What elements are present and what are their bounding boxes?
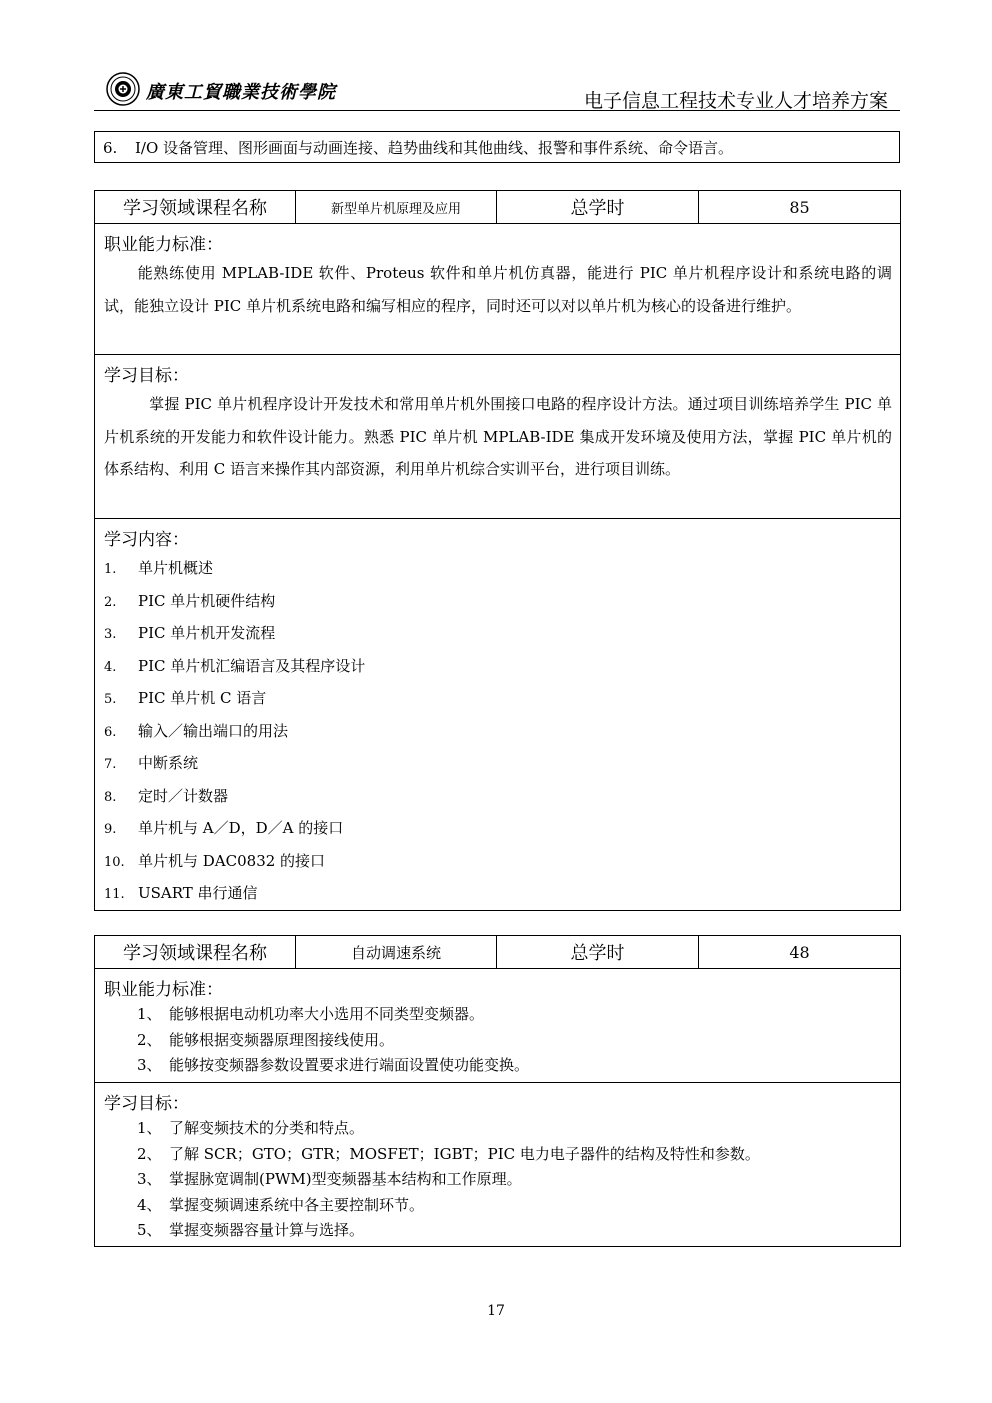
ability-text-content: 能熟练使用 MPLAB-IDE 软件、Proteus 软件和单片机仿真器，能进行 PIC 单片机程序设计和系统电路的调试，能独立设计 PIC 单片机系统电路和编写相应的程序，同时还可以对以单片机为核心的设备进行维护。 bbox=[104, 264, 892, 315]
ability-title: 职业能力标准： bbox=[104, 980, 223, 1000]
content-list bbox=[95, 552, 900, 910]
list-item-text: 能够根据变频器原理图接线使用。 bbox=[169, 1030, 395, 1049]
list-item-num: 4. bbox=[104, 659, 117, 675]
course2-table bbox=[94, 935, 901, 1247]
page-header bbox=[94, 70, 900, 112]
list-item-num: 9. bbox=[104, 822, 117, 837]
course-name-label: 学习领域课程名称 bbox=[95, 191, 296, 224]
page-number: 17 bbox=[487, 1303, 505, 1319]
hours-label: 总学时 bbox=[497, 191, 699, 224]
goal-list bbox=[95, 1116, 900, 1244]
school-logo-icon bbox=[106, 72, 140, 106]
list-item bbox=[95, 1218, 900, 1244]
hours-label: 总学时 bbox=[497, 936, 699, 969]
list-item-text: 单片机概述 bbox=[138, 559, 214, 577]
goal-title: 学习目标： bbox=[104, 1094, 189, 1114]
carryover-table bbox=[94, 131, 900, 163]
list-item-text: 掌握变频器容量计算与选择。 bbox=[169, 1221, 365, 1240]
school-name: 廣東工貿職業技術學院 bbox=[146, 82, 336, 103]
list-item-text: 能够根据电动机功率大小选用不同类型变频器。 bbox=[169, 1005, 485, 1023]
list-item-text: PIC 单片机开发流程 bbox=[138, 624, 276, 642]
list-item bbox=[95, 585, 900, 618]
list-item bbox=[95, 552, 900, 585]
hours-value: 48 bbox=[699, 936, 901, 969]
list-item-text: 了解变频技术的分类和特点。 bbox=[169, 1119, 365, 1137]
list-item bbox=[95, 715, 900, 748]
list-item-text: USART 串行通信 bbox=[138, 884, 258, 902]
course1-table bbox=[94, 190, 901, 911]
list-item-text: 了解 SCR；GTO；GTR；MOSFET；IGBT；PIC 电力电子器件的结构及特性和参数。 bbox=[169, 1144, 760, 1163]
list-item bbox=[95, 1028, 900, 1054]
list-item bbox=[95, 780, 900, 813]
content-section bbox=[95, 519, 901, 911]
list-item-text: 中断系统 bbox=[138, 754, 199, 772]
list-item-num: 5. bbox=[104, 692, 117, 707]
list-item-num: 2、 bbox=[137, 1030, 162, 1049]
list-item-text: 掌握脉宽调制(PWM)型变频器基本结构和工作原理。 bbox=[169, 1170, 522, 1189]
goal-section bbox=[95, 355, 901, 519]
list-item bbox=[95, 1002, 900, 1028]
list-item-num: 1、 bbox=[137, 1005, 162, 1023]
list-item-text: 掌握变频调速系统中各主要控制环节。 bbox=[169, 1195, 425, 1214]
ability-text bbox=[95, 257, 900, 324]
list-item-text: 能够按变频器参数设置要求进行端面设置使功能变换。 bbox=[169, 1056, 530, 1075]
ability-list bbox=[95, 1002, 900, 1079]
course-name: 自动调速系统 bbox=[296, 936, 497, 969]
document-title: 电子信息工程技术专业人才培养方案 bbox=[583, 90, 888, 112]
list-item-num: 3、 bbox=[137, 1056, 162, 1075]
content-title: 学习内容： bbox=[104, 530, 189, 550]
list-item-num: 1. bbox=[104, 562, 117, 577]
course-name: 新型单片机原理及应用 bbox=[296, 191, 497, 224]
list-item-num: 4、 bbox=[137, 1195, 162, 1214]
list-item-text: 单片机与 DAC0832 的接口 bbox=[138, 851, 326, 870]
list-item-num: 6. bbox=[104, 724, 117, 740]
hours-value: 85 bbox=[699, 191, 901, 224]
list-item bbox=[95, 650, 900, 683]
course2-header-row bbox=[95, 936, 901, 969]
list-item bbox=[95, 1193, 900, 1219]
list-item-num: 3. bbox=[104, 627, 117, 642]
goal-title: 学习目标： bbox=[104, 366, 189, 386]
list-item bbox=[95, 1053, 900, 1079]
list-item bbox=[95, 682, 900, 715]
list-item bbox=[95, 1116, 900, 1142]
list-item bbox=[95, 617, 900, 650]
list-item-text: 单片机与 A／D，D／A 的接口 bbox=[138, 819, 344, 837]
course-name-label: 学习领域课程名称 bbox=[95, 936, 296, 969]
list-item-num: 10. bbox=[104, 854, 125, 870]
list-item-text: 输入／输出端口的用法 bbox=[138, 721, 289, 740]
list-item-text: PIC 单片机汇编语言及其程序设计 bbox=[138, 656, 366, 675]
ability-section bbox=[95, 224, 901, 355]
list-item bbox=[95, 845, 900, 878]
course1-header-row bbox=[95, 191, 901, 224]
carryover-cell bbox=[95, 132, 900, 163]
ability-section bbox=[95, 969, 901, 1083]
goal-text-content: 掌握 PIC 单片机程序设计开发技术和常用单片机外围接口电路的程序设计方法。通过项目训练培养学生 PIC 单片机系统的开发能力和软件设计能力。熟悉 PIC 单片机 MPLAB-IDE 集成开发环境及使用方法，掌握 PIC 单片机的体系结构、利用 C 语言来操作其内部资源，利用单片机综合实训平台，进行项目训练。 bbox=[104, 395, 892, 478]
list-item bbox=[95, 812, 900, 845]
list-item-num: 2. bbox=[104, 594, 117, 610]
goal-section bbox=[95, 1083, 901, 1247]
list-item-num: 3、 bbox=[137, 1170, 162, 1189]
list-item-num: 11. bbox=[104, 887, 125, 902]
list-item-num: 2、 bbox=[137, 1144, 162, 1163]
list-item-num: 5、 bbox=[137, 1221, 162, 1240]
list-item-text: 定时／计数器 bbox=[138, 786, 229, 805]
list-item-text: PIC 单片机硬件结构 bbox=[138, 591, 276, 610]
goal-text bbox=[95, 388, 900, 488]
list-item-num: 1、 bbox=[137, 1119, 162, 1137]
list-item-num: 8. bbox=[104, 789, 117, 805]
list-item bbox=[95, 747, 900, 780]
list-item bbox=[95, 1142, 900, 1168]
ability-title: 职业能力标准： bbox=[104, 235, 223, 255]
list-item bbox=[95, 877, 900, 910]
list-item-num: 7. bbox=[104, 757, 117, 772]
header-rule bbox=[94, 110, 900, 111]
carryover-num: 6. bbox=[103, 138, 118, 157]
list-item bbox=[95, 1167, 900, 1193]
list-item-text: PIC 单片机 C 语言 bbox=[138, 689, 267, 707]
carryover-text: I/O 设备管理、图形画面与动画连接、趋势曲线和其他曲线、报警和事件系统、命令语言。 bbox=[135, 138, 734, 157]
